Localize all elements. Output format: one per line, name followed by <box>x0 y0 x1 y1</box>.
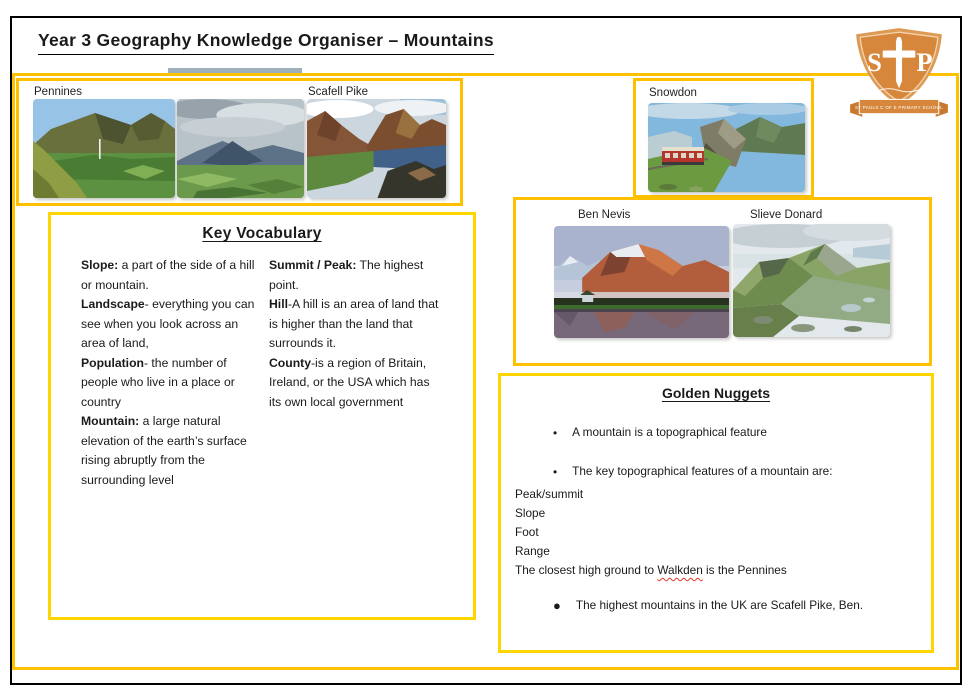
spellcheck-word: Walkden <box>657 563 703 578</box>
pennines-scafell-photo-box <box>16 78 463 206</box>
photo-label-pennines: Pennines <box>34 86 82 98</box>
vocab-entry-county <box>269 354 443 413</box>
line-text: The closest high ground to <box>515 563 658 578</box>
snowdon-photo-box <box>633 78 814 198</box>
vocab-entry-hill <box>269 295 443 354</box>
scafell-pike-photo <box>307 99 446 198</box>
golden-nuggets-box <box>498 373 934 653</box>
crest-banner-text: ST PAULS C OF E PRIMARY SCHOOL <box>854 105 944 111</box>
vocab-term: Mountain: <box>81 414 140 429</box>
lake-mountain-scene-graphic <box>307 99 446 198</box>
vocab-entry-landscape <box>81 295 255 354</box>
key-vocabulary-heading: Key Vocabulary <box>202 225 322 242</box>
vocab-entry-population <box>81 354 255 413</box>
golden-nuggets-body <box>501 425 931 614</box>
snowcap-sunset-scene-graphic <box>554 226 729 338</box>
page-title: Year 3 Geography Knowledge Organiser – Mountains <box>38 30 494 55</box>
pennines-photo-1 <box>33 99 175 198</box>
vocab-term: Slope: <box>81 258 119 272</box>
vocabulary-left-column <box>81 256 255 490</box>
vocab-term: Summit / Peak: <box>269 258 357 272</box>
nugget-text: The highest mountains in the UK are Scafell Pike, Ben. <box>575 598 864 613</box>
valley-scene-graphic <box>177 99 304 198</box>
closest-high-ground-line <box>515 561 919 580</box>
photo-label-snowdon: Snowdon <box>649 87 697 99</box>
crest-letter-p: P <box>916 46 933 77</box>
vocab-definition: a large natural elevation of the earth’s surface rising abruptly from the surrounding level <box>81 414 247 487</box>
mountain-railway-scene-graphic <box>648 103 805 192</box>
crest-letter-s: S <box>867 46 882 77</box>
photo-label-ben-nevis: Ben Nevis <box>578 209 631 221</box>
school-crest <box>845 25 953 129</box>
vocab-term: County <box>269 355 311 370</box>
vocab-definition: The highest point. <box>269 258 424 292</box>
ben-nevis-photo <box>554 226 729 338</box>
bullet-item <box>513 464 919 481</box>
bennevis-slieve-photo-box <box>513 197 932 366</box>
vocab-definition: -is a region of Britain, Ireland, or the USA which has its own local government <box>269 355 430 409</box>
feature-line: Peak/summit <box>515 487 584 502</box>
green-ridge-scene-graphic <box>733 224 890 337</box>
vocab-definition: - the number of people who live in a place or country <box>81 355 235 409</box>
photo-label-slieve-donard: Slieve Donard <box>750 209 823 221</box>
bullet-item <box>513 598 919 614</box>
nugget-text: A mountain is a topographical feature <box>572 425 767 439</box>
bullet-icon: ● <box>553 598 561 614</box>
bullet-item <box>513 425 919 442</box>
photo-label-scafell-pike: Scafell Pike <box>308 86 369 98</box>
snowdon-photo <box>648 103 805 192</box>
pennines-photo-2 <box>177 99 304 198</box>
vocab-entry-slope <box>81 256 255 295</box>
key-vocabulary-box <box>48 212 476 620</box>
vocab-term: Population <box>81 355 144 370</box>
mountain-scene-graphic <box>33 99 175 198</box>
vocab-definition: a part of the side of a hill or mountain. <box>81 258 255 292</box>
vocab-entry-summit <box>269 256 443 295</box>
feature-line: Slope <box>515 506 546 521</box>
vocab-entry-mountain <box>81 412 255 490</box>
nugget-text: The key topographical features of a mountain are: <box>572 463 833 478</box>
bullet-icon: • <box>553 426 558 440</box>
line-text: is the Pennines <box>702 563 787 578</box>
vocabulary-columns <box>51 256 473 490</box>
golden-nuggets-heading: Golden Nuggets <box>661 385 771 401</box>
vocabulary-right-column <box>269 256 443 490</box>
feature-line: Range <box>515 544 550 559</box>
bullet-icon: • <box>553 464 558 479</box>
slieve-donard-photo <box>733 224 890 337</box>
feature-line: Foot <box>515 525 539 540</box>
vocab-term: Landscape <box>81 297 145 312</box>
feature-list <box>515 485 919 580</box>
vocab-definition: - everything you can see when you look across an area of land, <box>81 297 255 351</box>
vocab-definition: -A hill is an area of land that is higher than the land that surrounds it. <box>269 297 439 351</box>
vocab-term: Hill <box>269 297 288 312</box>
